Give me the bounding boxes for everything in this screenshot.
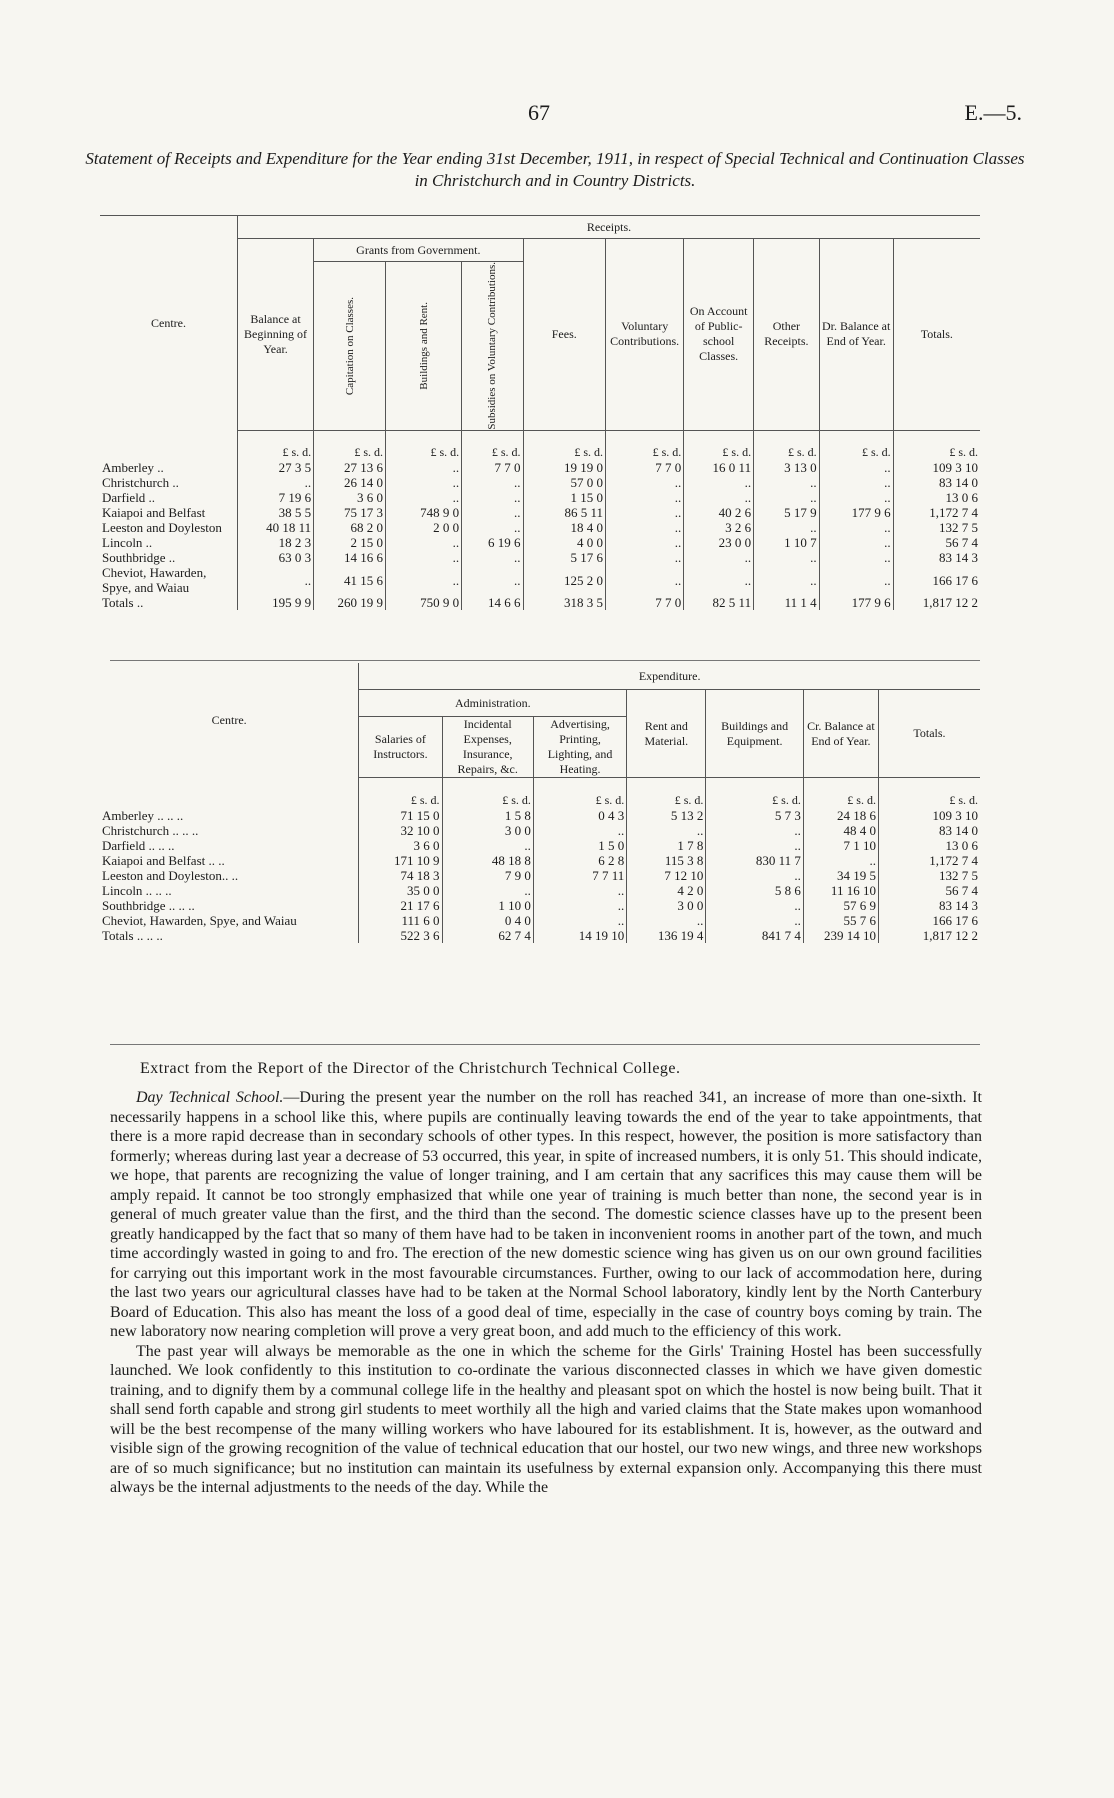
col-other-header: Other Receipts.	[754, 239, 820, 431]
expenditure-advertising-cell: 7 7 11	[533, 868, 626, 883]
expenditure-row	[100, 838, 980, 853]
receipts-buildings-cell: ..	[386, 475, 462, 490]
expenditure-advertising-cell: ..	[533, 883, 626, 898]
receipts-rule	[110, 660, 980, 661]
receipts-centre-cell: Leeston and Doyleston	[102, 520, 222, 536]
expenditure-cr-balance-cell: 48 4 0	[803, 823, 878, 838]
col-advertising-header: Advertising, Printing, Lighting, and Heating.	[533, 717, 626, 778]
receipts-row	[100, 460, 980, 475]
paragraph-1-text: —During the present year the number on the roll has reached 341, an increase of more than one-sixth. It necessarily happens in a school like this, where pupils are continually leaving towards the end of the year to take appointments, that there is a more rapid decrease than in secondary schools of other types. In this respect, however, the position is more satisfactory than formerly; whereas during last year a decrease of 53 occurred, this year, in spite of increased numbers, it is only 51. This should indicate, we hope, that parents are recognizing the value of longer training, and I am certain that any sacrifices this may cause them will be amply repaid. It cannot be too strongly emphasized that while one year of training is much better than none, the second year is in general of much greater value than the first, and the third than the second. The domestic science classes have up to the present been greatly handicapped by the fact that so many of them have had to be taken in inconvenient rooms in another part of the town, and much time accordingly wasted in going to and fro. The erection of the new domestic science wing has given us on our own ground facilities for carrying out this important work in the most favourable circumstances. Further, owing to our lack of accommodation here, during the last two years our agricultural classes have had to be taken at the Normal School laboratory, kindly lent by the North Canterbury Board of Education. This also has meant the loss of a good deal of time, especially in the case of country boys coming by train. The new laboratory now nearing completion will prove a very great boon, and add much to the efficiency of this work.	[110, 1089, 983, 1340]
col-balance-header: Balance at Beginning of Year.	[237, 239, 313, 431]
receipts-totals-cell: 13 0 6	[893, 490, 980, 505]
col-voluntary-header: Voluntary Contributions.	[606, 239, 684, 431]
expenditure-unit-label: £ s. d.	[359, 778, 442, 808]
expenditure-cr-balance-cell: 239 14 10	[803, 928, 878, 943]
paragraph-1-lead: Day Technical School.	[136, 1089, 284, 1106]
receipts-dr-balance-cell: ..	[819, 475, 893, 490]
expenditure-cr-balance-cell: ..	[803, 853, 878, 868]
receipts-row	[100, 475, 980, 490]
expenditure-rent-cell: 1 7 8	[627, 838, 706, 853]
receipts-table	[100, 215, 980, 610]
receipts-public-school-cell: ..	[684, 565, 754, 595]
receipts-unit-label: £ s. d.	[462, 430, 523, 460]
page-header	[0, 100, 1114, 130]
receipts-dr-balance-cell: ..	[819, 460, 893, 475]
expenditure-cr-balance-cell: 24 18 6	[803, 808, 878, 823]
expenditure-totals-cell: 132 7 5	[878, 868, 980, 883]
grants-header: Grants from Government.	[314, 239, 523, 262]
receipts-public-school-cell: 82 5 11	[684, 595, 754, 610]
receipts-capitation-cell: 26 14 0	[314, 475, 386, 490]
expenditure-incidental-cell: ..	[442, 883, 533, 898]
receipts-balance-cell: 40 18 11	[237, 520, 313, 535]
receipts-dr-balance-cell: ..	[819, 550, 893, 565]
expenditure-incidental-cell: 62 7 4	[442, 928, 533, 943]
receipts-balance-cell: ..	[237, 565, 313, 595]
receipts-other-cell: ..	[754, 490, 820, 505]
receipts-subsidies-cell: ..	[462, 520, 523, 535]
col-buildings-header: Buildings and Rent.	[417, 301, 430, 390]
receipts-unit-label: £ s. d.	[523, 430, 605, 460]
receipts-balance-cell: ..	[237, 475, 313, 490]
receipts-totals-cell: 109 3 10	[893, 460, 980, 475]
expenditure-unit-label: £ s. d.	[803, 778, 878, 808]
col-fees-header: Fees.	[523, 239, 605, 431]
receipts-capitation-cell: 2 15 0	[314, 535, 386, 550]
expenditure-rent-cell: 7 12 10	[627, 868, 706, 883]
expenditure-incidental-cell: 1 5 8	[442, 808, 533, 823]
col-receipts-totals-header: Totals.	[893, 239, 980, 431]
expenditure-centre-cell: Darfield .. .. ..	[102, 837, 175, 853]
receipts-subsidies-cell: ..	[462, 565, 523, 595]
receipts-other-cell: 1 10 7	[754, 535, 820, 550]
receipts-dr-balance-cell: ..	[819, 490, 893, 505]
expenditure-cr-balance-cell: 55 7 6	[803, 913, 878, 928]
receipts-voluntary-cell: ..	[606, 475, 684, 490]
expenditure-buildings-cell: ..	[706, 913, 803, 928]
receipts-centre-cell: Kaiapoi and Belfast	[102, 505, 206, 521]
col-salaries-header: Salaries of Instructors.	[359, 717, 442, 778]
receipts-public-school-cell: 3 2 6	[684, 520, 754, 535]
receipts-capitation-cell: 260 19 9	[314, 595, 386, 610]
receipts-buildings-cell: 2 0 0	[386, 520, 462, 535]
receipts-other-cell: ..	[754, 520, 820, 535]
col-buildings-equipment-header: Buildings and Equipment.	[706, 690, 803, 778]
receipts-totals-cell: 83 14 3	[893, 550, 980, 565]
receipts-fees-cell: 86 5 11	[523, 505, 605, 520]
expenditure-totals-cell: 1,172 7 4	[878, 853, 980, 868]
extract-heading: Extract from the Report of the Director of the Christchurch Technical College.	[140, 1060, 681, 1077]
expenditure-salaries-cell: 32 10 0	[359, 823, 442, 838]
receipts-balance-cell: 18 2 3	[237, 535, 313, 550]
expenditure-advertising-cell: 14 19 10	[533, 928, 626, 943]
col-dr-balance-header: Dr. Balance at End of Year.	[819, 239, 893, 431]
expenditure-rule	[110, 1044, 980, 1045]
receipts-voluntary-cell: ..	[606, 505, 684, 520]
receipts-balance-cell: 63 0 3	[237, 550, 313, 565]
receipts-centre-cell: Lincoln ..	[102, 535, 153, 551]
receipts-centre-header: Centre.	[100, 216, 237, 431]
expenditure-centre-header: Centre.	[211, 712, 247, 727]
receipts-other-cell: 11 1 4	[754, 595, 820, 610]
receipts-row	[100, 505, 980, 520]
receipts-centre-cell: Cheviot, Hawarden, Spye, and Waiau	[102, 565, 207, 596]
expenditure-section-label: Expenditure.	[359, 663, 980, 690]
receipts-public-school-cell: ..	[684, 550, 754, 565]
receipts-unit-label: £ s. d.	[684, 430, 754, 460]
receipts-public-school-cell: 23 0 0	[684, 535, 754, 550]
expenditure-centre-cell: Lincoln .. .. ..	[102, 882, 172, 898]
col-rent-header: Rent and Material.	[627, 690, 706, 778]
receipts-fees-cell: 5 17 6	[523, 550, 605, 565]
receipts-subsidies-cell: 14 6 6	[462, 595, 523, 610]
receipts-row	[100, 520, 980, 535]
receipts-buildings-cell: 750 9 0	[386, 595, 462, 610]
receipts-totals-row	[100, 595, 980, 610]
expenditure-incidental-cell: 48 18 8	[442, 853, 533, 868]
receipts-unit-label: £ s. d.	[893, 430, 980, 460]
receipts-fees-cell: 18 4 0	[523, 520, 605, 535]
expenditure-salaries-cell: 111 6 0	[359, 913, 442, 928]
receipts-fees-cell: 19 19 0	[523, 460, 605, 475]
col-public-school-header: On Account of Public-school Classes.	[684, 239, 754, 431]
expenditure-totals-cell: 13 0 6	[878, 838, 980, 853]
expenditure-row	[100, 853, 980, 868]
receipts-other-cell: 3 13 0	[754, 460, 820, 475]
expenditure-unit-label: £ s. d.	[442, 778, 533, 808]
expenditure-rent-cell: 5 13 2	[627, 808, 706, 823]
receipts-other-cell: ..	[754, 550, 820, 565]
expenditure-rent-cell: 4 2 0	[627, 883, 706, 898]
expenditure-centre-cell: Southbridge .. .. ..	[102, 897, 195, 913]
receipts-unit-label: £ s. d.	[606, 430, 684, 460]
receipts-balance-cell: 38 5 5	[237, 505, 313, 520]
expenditure-buildings-cell: ..	[706, 823, 803, 838]
receipts-fees-cell: 318 3 5	[523, 595, 605, 610]
receipts-subsidies-cell: ..	[462, 505, 523, 520]
col-cr-balance-header: Cr. Balance at End of Year.	[803, 690, 878, 778]
expenditure-rent-cell: ..	[627, 913, 706, 928]
expenditure-advertising-cell: ..	[533, 898, 626, 913]
expenditure-cr-balance-cell: 34 19 5	[803, 868, 878, 883]
expenditure-unit-label: £ s. d.	[878, 778, 980, 808]
expenditure-row	[100, 883, 980, 898]
expenditure-incidental-cell: 3 0 0	[442, 823, 533, 838]
receipts-buildings-cell: ..	[386, 565, 462, 595]
receipts-row	[100, 535, 980, 550]
receipts-other-cell: ..	[754, 475, 820, 490]
receipts-public-school-cell: 16 0 11	[684, 460, 754, 475]
expenditure-buildings-cell: 841 7 4	[706, 928, 803, 943]
expenditure-buildings-cell: 5 7 3	[706, 808, 803, 823]
expenditure-buildings-cell: ..	[706, 868, 803, 883]
expenditure-row	[100, 898, 980, 913]
col-subsidies-header: Subsidies on Voluntary Contributions.	[486, 262, 499, 430]
receipts-balance-cell: 195 9 9	[237, 595, 313, 610]
expenditure-totals-cell: 83 14 0	[878, 823, 980, 838]
units-spacer	[100, 778, 359, 808]
col-expenditure-totals-header: Totals.	[878, 690, 980, 778]
expenditure-unit-label: £ s. d.	[627, 778, 706, 808]
expenditure-totals-cell: 83 14 3	[878, 898, 980, 913]
extract-body	[110, 1088, 982, 1498]
expenditure-buildings-cell: ..	[706, 898, 803, 913]
expenditure-row	[100, 913, 980, 928]
expenditure-salaries-cell: 35 0 0	[359, 883, 442, 898]
units-spacer	[100, 430, 237, 460]
expenditure-salaries-cell: 3 6 0	[359, 838, 442, 853]
expenditure-salaries-cell: 71 15 0	[359, 808, 442, 823]
receipts-unit-label: £ s. d.	[386, 430, 462, 460]
col-capitation-header: Capitation on Classes.	[343, 296, 356, 395]
receipts-other-cell: ..	[754, 565, 820, 595]
receipts-balance-cell: 27 3 5	[237, 460, 313, 475]
expenditure-row	[100, 868, 980, 883]
receipts-capitation-cell: 27 13 6	[314, 460, 386, 475]
receipts-subsidies-cell: 7 7 0	[462, 460, 523, 475]
receipts-other-cell: 5 17 9	[754, 505, 820, 520]
receipts-buildings-cell: ..	[386, 460, 462, 475]
page-reference: E.—5.	[964, 100, 1022, 125]
receipts-totals-cell: 1,817 12 2	[893, 595, 980, 610]
receipts-voluntary-cell: ..	[606, 550, 684, 565]
expenditure-incidental-cell: 0 4 0	[442, 913, 533, 928]
receipts-dr-balance-cell: 177 9 6	[819, 595, 893, 610]
receipts-row	[100, 550, 980, 565]
receipts-centre-cell: Christchurch ..	[102, 475, 179, 491]
receipts-buildings-cell: 748 9 0	[386, 505, 462, 520]
expenditure-salaries-cell: 171 10 9	[359, 853, 442, 868]
receipts-buildings-cell: ..	[386, 535, 462, 550]
expenditure-unit-label: £ s. d.	[533, 778, 626, 808]
receipts-fees-cell: 1 15 0	[523, 490, 605, 505]
receipts-centre-cell: Southbridge ..	[102, 550, 176, 566]
receipts-subsidies-cell: ..	[462, 490, 523, 505]
expenditure-table	[100, 663, 980, 943]
expenditure-advertising-cell: ..	[533, 913, 626, 928]
expenditure-rent-cell: 115 3 8	[627, 853, 706, 868]
receipts-dr-balance-cell: ..	[819, 535, 893, 550]
receipts-totals-cell: 83 14 0	[893, 475, 980, 490]
expenditure-totals-cell: 166 17 6	[878, 913, 980, 928]
expenditure-buildings-cell: 830 11 7	[706, 853, 803, 868]
expenditure-buildings-cell: 5 8 6	[706, 883, 803, 898]
expenditure-rent-cell: 136 19 4	[627, 928, 706, 943]
expenditure-advertising-cell: 0 4 3	[533, 808, 626, 823]
receipts-capitation-cell: 75 17 3	[314, 505, 386, 520]
receipts-buildings-cell: ..	[386, 490, 462, 505]
receipts-totals-cell: 1,172 7 4	[893, 505, 980, 520]
expenditure-centre-cell: Cheviot, Hawarden, Spye, and Waiau	[102, 912, 297, 928]
expenditure-centre-cell: Kaiapoi and Belfast .. ..	[102, 852, 225, 868]
receipts-row	[100, 565, 980, 595]
receipts-dr-balance-cell: 177 9 6	[819, 505, 893, 520]
receipts-fees-cell: 125 2 0	[523, 565, 605, 595]
receipts-centre-cell: Amberley ..	[102, 460, 164, 476]
receipts-voluntary-cell: 7 7 0	[606, 460, 684, 475]
receipts-subsidies-cell: 6 19 6	[462, 535, 523, 550]
receipts-centre-cell: Totals ..	[102, 595, 144, 611]
expenditure-centre-cell: Totals .. .. ..	[102, 927, 163, 943]
expenditure-cr-balance-cell: 57 6 9	[803, 898, 878, 913]
receipts-voluntary-cell: ..	[606, 535, 684, 550]
expenditure-totals-cell: 56 7 4	[878, 883, 980, 898]
receipts-centre-cell: Darfield ..	[102, 490, 156, 506]
receipts-capitation-cell: 14 16 6	[314, 550, 386, 565]
expenditure-salaries-cell: 522 3 6	[359, 928, 442, 943]
receipts-totals-cell: 166 17 6	[893, 565, 980, 595]
receipts-capitation-cell: 3 6 0	[314, 490, 386, 505]
receipts-unit-label: £ s. d.	[314, 430, 386, 460]
expenditure-buildings-cell: ..	[706, 838, 803, 853]
statement-title: Statement of Receipts and Expenditure for the Year ending 31st December, 1911, in respect of Special Technical and Continuation Classes in Christchurch and in Country Districts.	[85, 149, 1025, 190]
receipts-voluntary-cell: ..	[606, 565, 684, 595]
receipts-fees-cell: 57 0 0	[523, 475, 605, 490]
expenditure-incidental-cell: 7 9 0	[442, 868, 533, 883]
expenditure-advertising-cell: ..	[533, 823, 626, 838]
receipts-totals-cell: 132 7 5	[893, 520, 980, 535]
receipts-totals-cell: 56 7 4	[893, 535, 980, 550]
receipts-public-school-cell: ..	[684, 475, 754, 490]
expenditure-totals-cell: 1,817 12 2	[878, 928, 980, 943]
receipts-voluntary-cell: 7 7 0	[606, 595, 684, 610]
receipts-voluntary-cell: ..	[606, 490, 684, 505]
expenditure-incidental-cell: ..	[442, 838, 533, 853]
administration-header: Administration.	[359, 690, 627, 717]
col-incidental-header: Incidental Expenses, Insurance, Repairs, &c.	[442, 717, 533, 778]
page-number: 67	[528, 100, 550, 125]
expenditure-advertising-cell: 1 5 0	[533, 838, 626, 853]
receipts-balance-cell: 7 19 6	[237, 490, 313, 505]
receipts-section-label: Receipts.	[237, 216, 980, 239]
receipts-unit-label: £ s. d.	[819, 430, 893, 460]
expenditure-rent-cell: ..	[627, 823, 706, 838]
receipts-voluntary-cell: ..	[606, 520, 684, 535]
receipts-dr-balance-cell: ..	[819, 565, 893, 595]
receipts-fees-cell: 4 0 0	[523, 535, 605, 550]
expenditure-totals-cell: 109 3 10	[878, 808, 980, 823]
expenditure-salaries-cell: 21 17 6	[359, 898, 442, 913]
expenditure-centre-cell: Christchurch .. .. ..	[102, 822, 199, 838]
expenditure-unit-label: £ s. d.	[706, 778, 803, 808]
expenditure-row	[100, 808, 980, 823]
expenditure-centre-cell: Leeston and Doyleston.. ..	[102, 867, 239, 883]
receipts-buildings-cell: ..	[386, 550, 462, 565]
expenditure-row	[100, 823, 980, 838]
receipts-capitation-cell: 68 2 0	[314, 520, 386, 535]
expenditure-cr-balance-cell: 7 1 10	[803, 838, 878, 853]
receipts-capitation-cell: 41 15 6	[314, 565, 386, 595]
receipts-subsidies-cell: ..	[462, 475, 523, 490]
expenditure-totals-row	[100, 928, 980, 943]
expenditure-units-row	[100, 778, 980, 808]
paragraph-2: The past year will always be memorable as the one in which the scheme for the Girls' Training Hostel has been successfully launched. We look confidently to this institution to co-ordinate the various disconnected classes in which we have given domestic training, and to dignify them by a communal college life in the healthy and pleasant spot on which the hostel is now being built. That it shall send forth capable and strong girl students to meet worthily all the high and varied claims that the State makes upon womanhood will be the best recompense of the many willing workers who have laboured for its establishment. It is, however, as the outward and visible sign of the growing recognition of the value of technical education that our hostel, our two new wings, and three new workshops are of so much significance; but no institution can maintain its usefulness by external expansion only. Accompanying this there must always be the internal adjustments to the needs of the day. While the	[110, 1342, 982, 1496]
expenditure-centre-cell: Amberley .. .. ..	[102, 807, 184, 823]
receipts-public-school-cell: 40 2 6	[684, 505, 754, 520]
receipts-unit-label: £ s. d.	[237, 430, 313, 460]
expenditure-advertising-cell: 6 2 8	[533, 853, 626, 868]
receipts-unit-label: £ s. d.	[754, 430, 820, 460]
paragraph-1	[110, 1088, 982, 1342]
receipts-units-row	[100, 430, 980, 460]
expenditure-rent-cell: 3 0 0	[627, 898, 706, 913]
receipts-row	[100, 490, 980, 505]
expenditure-salaries-cell: 74 18 3	[359, 868, 442, 883]
expenditure-incidental-cell: 1 10 0	[442, 898, 533, 913]
receipts-dr-balance-cell: ..	[819, 520, 893, 535]
receipts-subsidies-cell: ..	[462, 550, 523, 565]
receipts-public-school-cell: ..	[684, 490, 754, 505]
expenditure-cr-balance-cell: 11 16 10	[803, 883, 878, 898]
